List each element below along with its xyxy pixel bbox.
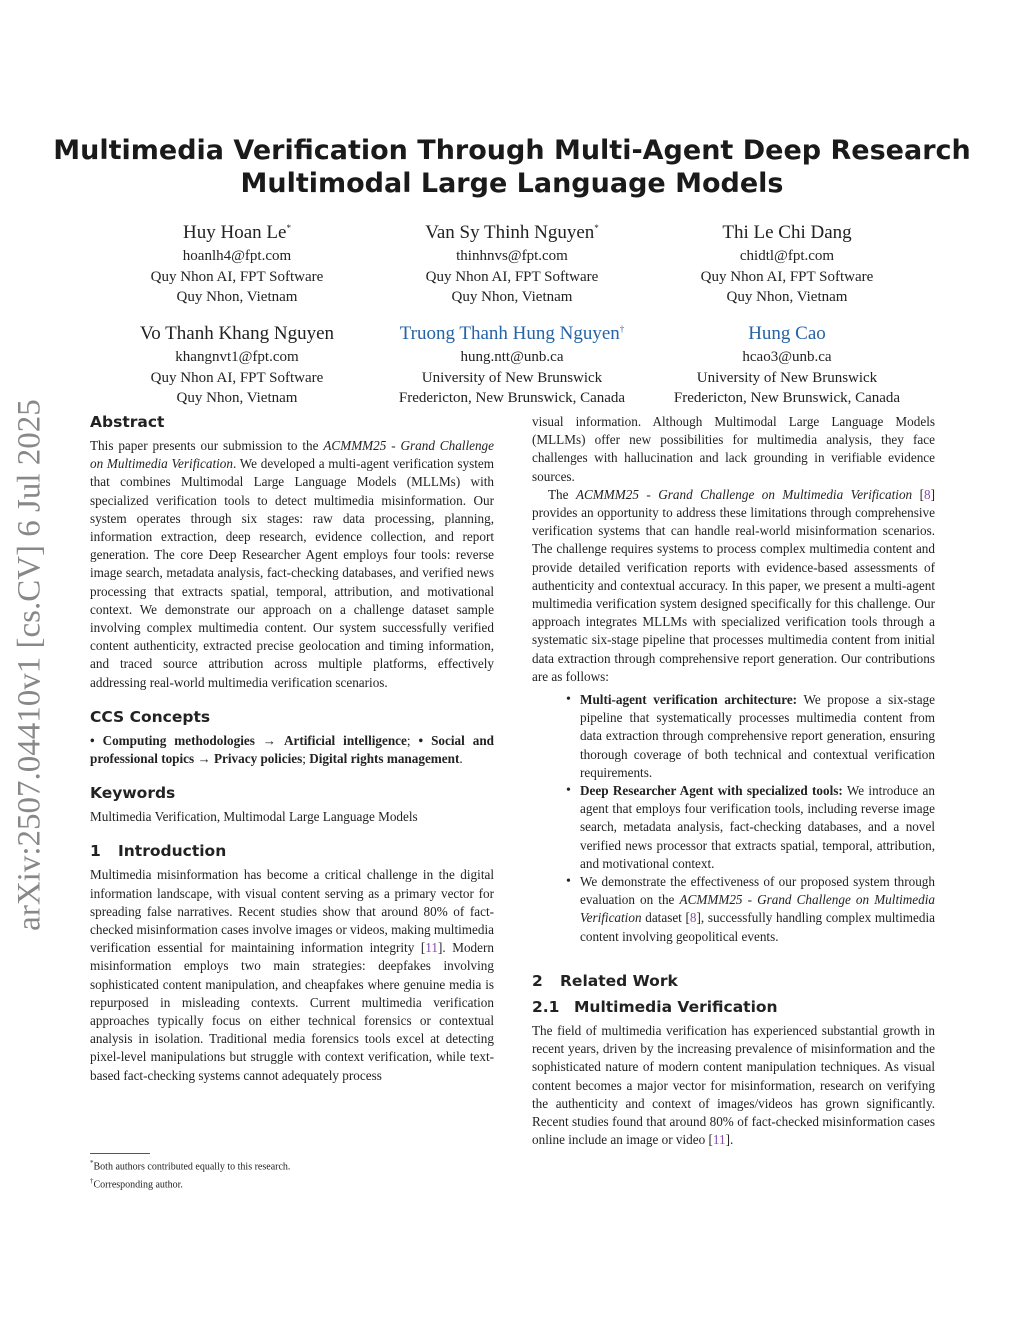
author-location: Quy Nhon, Vietnam bbox=[176, 390, 298, 406]
author-org: Quy Nhon AI, FPT Software bbox=[700, 268, 874, 285]
footnotes bbox=[90, 1153, 495, 1193]
intro-paragraph-continued: visual information. Although Multimodal Large Language Models (MLLMs) offer new possibilities for multimedia analysis, they face challenges with hallucination and lack grounding in verifiable evidence sources. bbox=[532, 414, 935, 484]
citation-link[interactable]: 8 bbox=[689, 910, 697, 926]
right-column bbox=[532, 413, 935, 1149]
keywords-heading: Keywords bbox=[90, 784, 176, 803]
author-block bbox=[637, 216, 937, 308]
author-email: hoanlh4@fpt.com bbox=[182, 248, 292, 264]
author-mark: * bbox=[286, 223, 291, 233]
related-work-paragraph: The field of multimedia verification has experienced substantial growth in recent years, driven by the increasing prevalence of misinformation and the sophisticated nature of modern content manipulation techniques. As visual content becomes a major vector for misinformation, research on verifying the authenticity and context of images/videos has grown significantly. Recent studies found that around 80% of fact-checked misinformation cases online include an image or video [11]. bbox=[532, 1022, 935, 1148]
author-name: Huy Hoan Le bbox=[183, 222, 287, 243]
abstract-heading: Abstract bbox=[90, 413, 165, 431]
intro-paragraph: Multimedia misinformation has become a critical challenge in the digital information landscape, with visual content serving as a primary vector for spreading false narratives. Recent studies show that around 80% of fact-checked misinformation cases involve images or videos, making multimedia verification essential for maintaining information integrity [11]. Modern misinformation employs two main strategies: deepfakes involving sophisticated content manipulation, and cheapfakes where genuine media is repurposed in misleading contexts. Current multimedia verification approaches typically focus on either technical forensics or contextual analysis in isolation. Traditional media forensics tools excel at detecting pixel-level manipulations but struggle with context verification, while text-based fact-checking systems cannot adequately process bbox=[90, 867, 494, 1083]
footnote-rule bbox=[90, 1153, 150, 1154]
subsection-heading-multimedia-verification: 2.1 Multimedia Verification bbox=[532, 997, 778, 1016]
footnote-equal-contribution: *Both authors contributed equally to this research. bbox=[90, 1159, 291, 1173]
author-org: Quy Nhon AI, FPT Software bbox=[150, 369, 324, 386]
author-email: chidtl@fpt.com bbox=[739, 248, 835, 264]
author-name: Vo Thanh Khang Nguyen bbox=[139, 323, 335, 344]
section-heading-related-work: 2 Related Work bbox=[532, 971, 678, 990]
ccs-concepts: • Computing methodologies → Artificial intelligence; • Social and professional topics → Privacy policies; Digital rights management. bbox=[90, 732, 494, 767]
author-location: Quy Nhon, Vietnam bbox=[726, 289, 848, 305]
author-email: khangnvt1@fpt.com bbox=[175, 349, 299, 365]
intro-paragraph: The ACMMM25 - Grand Challenge on Multimedia Verification [8] provides an opportunity to address these limitations through comprehensive verification systems that can handle real-world misinformation scenarios. The challenge requires systems to process complex multimedia content and provide detailed verification reports with evidence-based assessments of authenticity and contextual accuracy. In this paper, we present a multi-agent multimedia verification system designed specifically for this challenge. Our approach integrates MLLMs with specialized verification tools through a systematic six-stage pipeline that processes multimedia content from initial data extraction through comprehensive report generation. Our contributions are as follows: bbox=[532, 486, 935, 684]
arxiv-stamp bbox=[5, 385, 55, 945]
author-block bbox=[362, 317, 662, 409]
author-org: Quy Nhon AI, FPT Software bbox=[425, 268, 599, 285]
ccs-heading: CCS Concepts bbox=[90, 707, 211, 726]
author-location: Fredericton, New Brunswick, Canada bbox=[398, 390, 626, 406]
author-name: Van Sy Thinh Nguyen bbox=[425, 222, 595, 243]
author-location: Quy Nhon, Vietnam bbox=[176, 289, 298, 305]
list-item: • We demonstrate the effectiveness of our proposed system through evaluation on the ACMMM25 - Grand Challenge on Multimedia Verification dataset [8], successfully handling complex multimedia content involving geopolitical events. bbox=[580, 873, 935, 946]
footnote-corresponding: †Corresponding author. bbox=[90, 1177, 183, 1191]
author-block bbox=[362, 216, 662, 308]
paper-title: Multimedia Verification Through Multi-Agent Deep Research Multimodal Large Language Models bbox=[53, 135, 971, 199]
contributions-list bbox=[532, 691, 935, 946]
author-mark: † bbox=[619, 324, 625, 334]
section-heading-introduction: 1 Introduction bbox=[90, 842, 227, 861]
author-block bbox=[87, 317, 387, 409]
author-email: hcao3@unb.ca bbox=[742, 349, 832, 365]
citation-link[interactable]: 11 bbox=[712, 1132, 726, 1148]
list-item: • Multi-agent verification architecture: We propose a six-stage pipeline that systematically processes multimedia content from data extraction through comprehensive report generation, ensuring thorough coverage of both technical and contextual verification requirements. bbox=[580, 691, 935, 782]
author-org: University of New Brunswick bbox=[696, 369, 878, 386]
list-item: • Deep Researcher Agent with specialized tools: We introduce an agent that employs four verification tools, including reverse image search, metadata analysis, fact-checking databases, and a novel verified news processor that extracts spatial, temporal, attribution, and motivational context. bbox=[580, 782, 935, 873]
author-email: hung.ntt@unb.ca bbox=[460, 349, 564, 365]
author-org: University of New Brunswick bbox=[421, 369, 603, 386]
author-location: Fredericton, New Brunswick, Canada bbox=[673, 390, 901, 406]
author-name-link[interactable]: Hung Cao bbox=[748, 323, 826, 344]
author-org: Quy Nhon AI, FPT Software bbox=[150, 268, 324, 285]
abstract-text: This paper presents our submission to the ACMMM25 - Grand Challenge on Multimedia Verification. We developed a multi-agent verification system that combines Multimodal Large Language Models (MLLMs) with specialized verification tools to detect multimedia misinformation. Our system operates through six stages: raw data processing, planning, information extraction, deep research, evidence collection, and report generation. The core Deep Researcher Agent employs four tools: reverse image search, metadata analysis, fact-checking databases, and verified news processing that extracts spatial, temporal, attribution, and motivational context. We demonstrate our approach on a challenge dataset sample involving complex multimedia content. Our system successfully verified content authenticity, extracted precise geolocation and timing information, and traced source attribution across multiple platforms, effectively addressing real-world multimedia verification scenarios. bbox=[90, 438, 495, 690]
citation-link[interactable]: 8 bbox=[924, 486, 931, 502]
author-name-link[interactable]: Truong Thanh Hung Nguyen bbox=[399, 323, 620, 344]
left-column bbox=[90, 411, 494, 1085]
author-block bbox=[637, 317, 937, 409]
arxiv-id: arXiv:2507.04410v1 [cs.CV] 6 Jul 2025 bbox=[11, 399, 48, 931]
author-name: Thi Le Chi Dang bbox=[722, 222, 852, 243]
keywords-text: Multimedia Verification, Multimodal Large Language Models bbox=[90, 809, 418, 825]
author-block bbox=[87, 216, 387, 308]
author-location: Quy Nhon, Vietnam bbox=[451, 289, 573, 305]
author-mark: * bbox=[594, 223, 599, 233]
citation-link[interactable]: 11 bbox=[425, 940, 438, 956]
author-email: thinhnvs@fpt.com bbox=[456, 248, 568, 264]
